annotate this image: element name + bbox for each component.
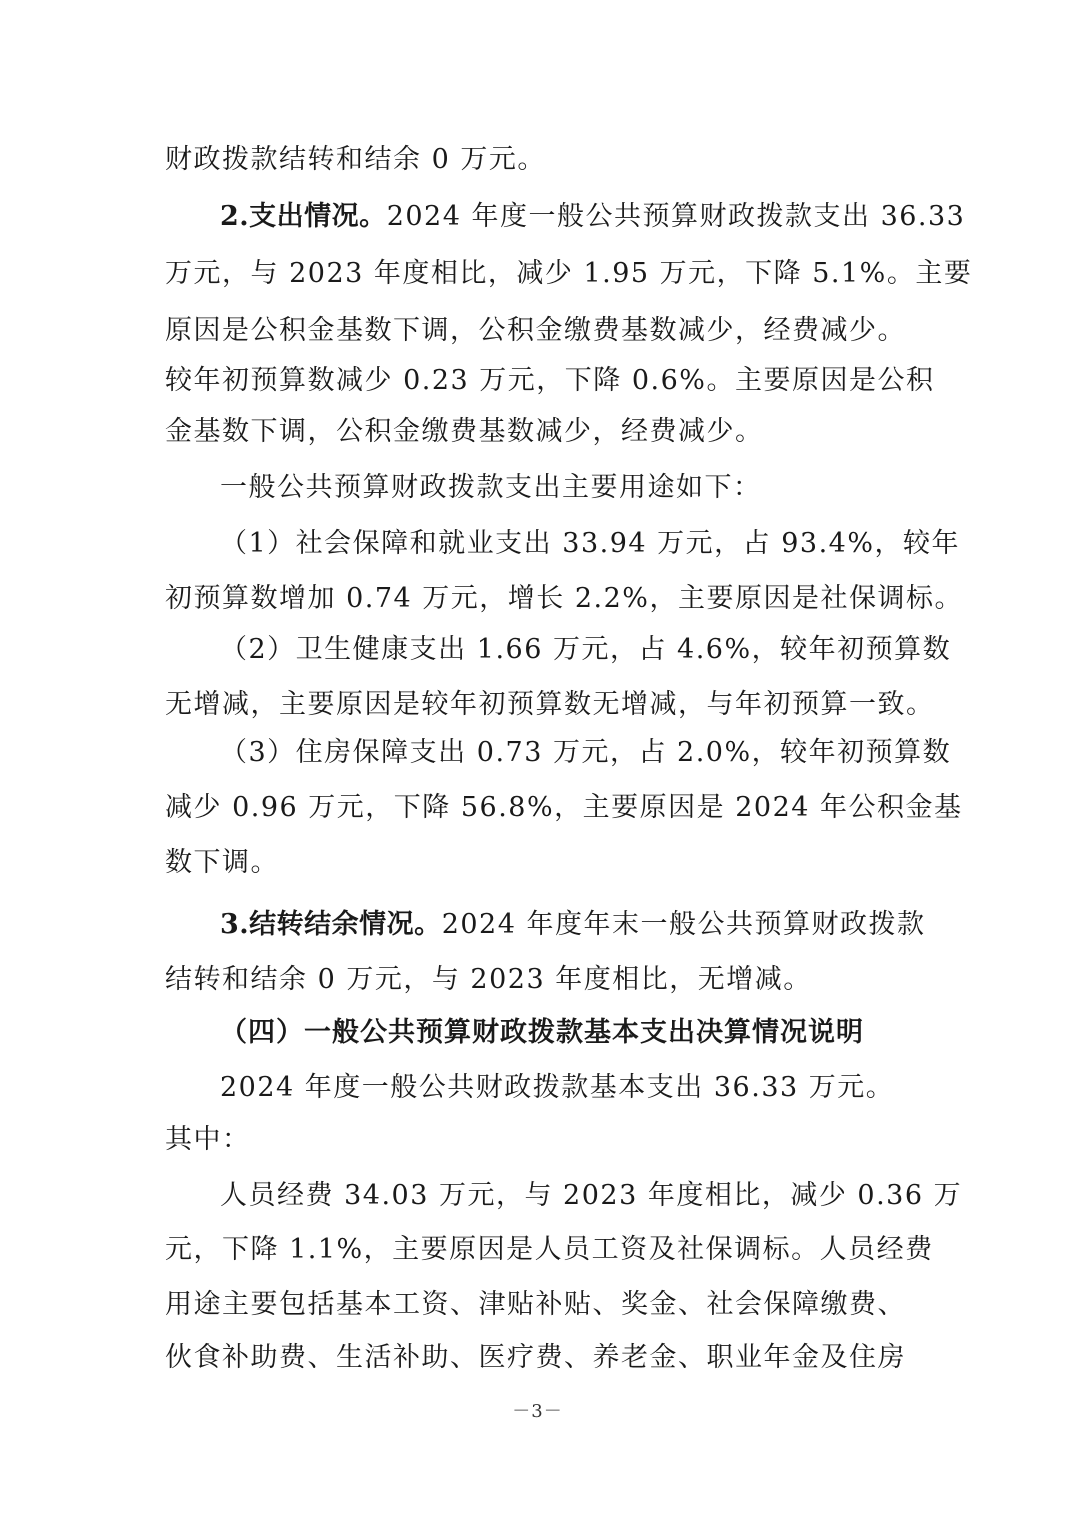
- line-text: 伙食补助费、生活补助、医疗费、养老金、职业年金及住房: [165, 1342, 906, 1373]
- text-line: [220, 524, 960, 564]
- line-text: 2024 年度年末一般公共预算财政拨款: [441, 909, 926, 940]
- line-text: 原因是公积金基数下调，公积金缴费基数减少，经费减少。: [165, 315, 906, 346]
- text-line: [165, 1285, 925, 1325]
- text-line: [165, 843, 925, 883]
- text-line: [165, 1120, 925, 1160]
- text-line: [165, 1230, 934, 1270]
- text-line: [165, 960, 925, 1000]
- line-text: 其中：: [165, 1124, 251, 1155]
- text-line: [220, 197, 966, 237]
- line-text: 结转和结余 0 万元，与 2023 年度相比，无增减。: [165, 964, 812, 995]
- line-text: 元，下降 1.1%，主要原因是人员工资及社保调标。人员经费: [165, 1234, 934, 1265]
- text-line: [165, 1338, 925, 1378]
- section-lead: 2.支出情况。: [220, 201, 387, 232]
- line-text: （3）住房保障支出 0.73 万元，占 2.0%，较年初预算数: [220, 737, 952, 768]
- text-line: [220, 468, 920, 508]
- text-line: [165, 140, 925, 180]
- line-text: （1）社会保障和就业支出 33.94 万元，占 93.4%，较年: [220, 528, 960, 559]
- text-line: [165, 788, 963, 828]
- line-text: （2）卫生健康支出 1.66 万元，占 4.6%，较年初预算数: [220, 634, 952, 665]
- section-lead: 3.结转结余情况。: [220, 909, 442, 940]
- text-line: [220, 630, 952, 670]
- text-line: [220, 733, 952, 773]
- line-text: 万元，与 2023 年度相比，减少 1.95 万元，下降 5.1%。主要: [165, 258, 973, 289]
- page-number: －3－: [512, 1401, 563, 1422]
- text-line: [165, 254, 973, 294]
- line-text: 财政拨款结转和结余 0 万元。: [165, 144, 546, 175]
- line-text: 人员经费 34.03 万元，与 2023 年度相比，减少 0.36 万: [220, 1180, 963, 1211]
- text-line: [165, 685, 935, 725]
- text-line: [165, 579, 963, 619]
- text-line: [165, 412, 925, 452]
- line-text: 数下调。: [165, 847, 279, 878]
- line-text: 无增减，主要原因是较年初预算数无增减，与年初预算一致。: [165, 689, 935, 720]
- text-line: [220, 1068, 920, 1108]
- text-line: [220, 1176, 963, 1216]
- section-heading: [220, 1013, 920, 1053]
- line-text: 初预算数增加 0.74 万元，增长 2.2%，主要原因是社保调标。: [165, 583, 963, 614]
- text-line: [220, 905, 926, 945]
- line-text: 减少 0.96 万元，下降 56.8%，主要原因是 2024 年公积金基: [165, 792, 963, 823]
- line-text: 2024 年度一般公共预算财政拨款支出 36.33: [386, 201, 966, 232]
- line-text: 用途主要包括基本工资、津贴补贴、奖金、社会保障缴费、: [165, 1289, 906, 1320]
- heading-text: （四）一般公共预算财政拨款基本支出决算情况说明: [220, 1017, 864, 1048]
- line-text: 一般公共预算财政拨款支出主要用途如下：: [220, 472, 762, 503]
- line-text: 金基数下调，公积金缴费基数减少，经费减少。: [165, 416, 764, 447]
- text-line: [165, 361, 935, 401]
- text-line: [165, 311, 925, 351]
- line-text: 较年初预算数减少 0.23 万元，下降 0.6%。主要原因是公积: [165, 365, 935, 396]
- line-text: 2024 年度一般公共财政拨款基本支出 36.33 万元。: [220, 1072, 895, 1103]
